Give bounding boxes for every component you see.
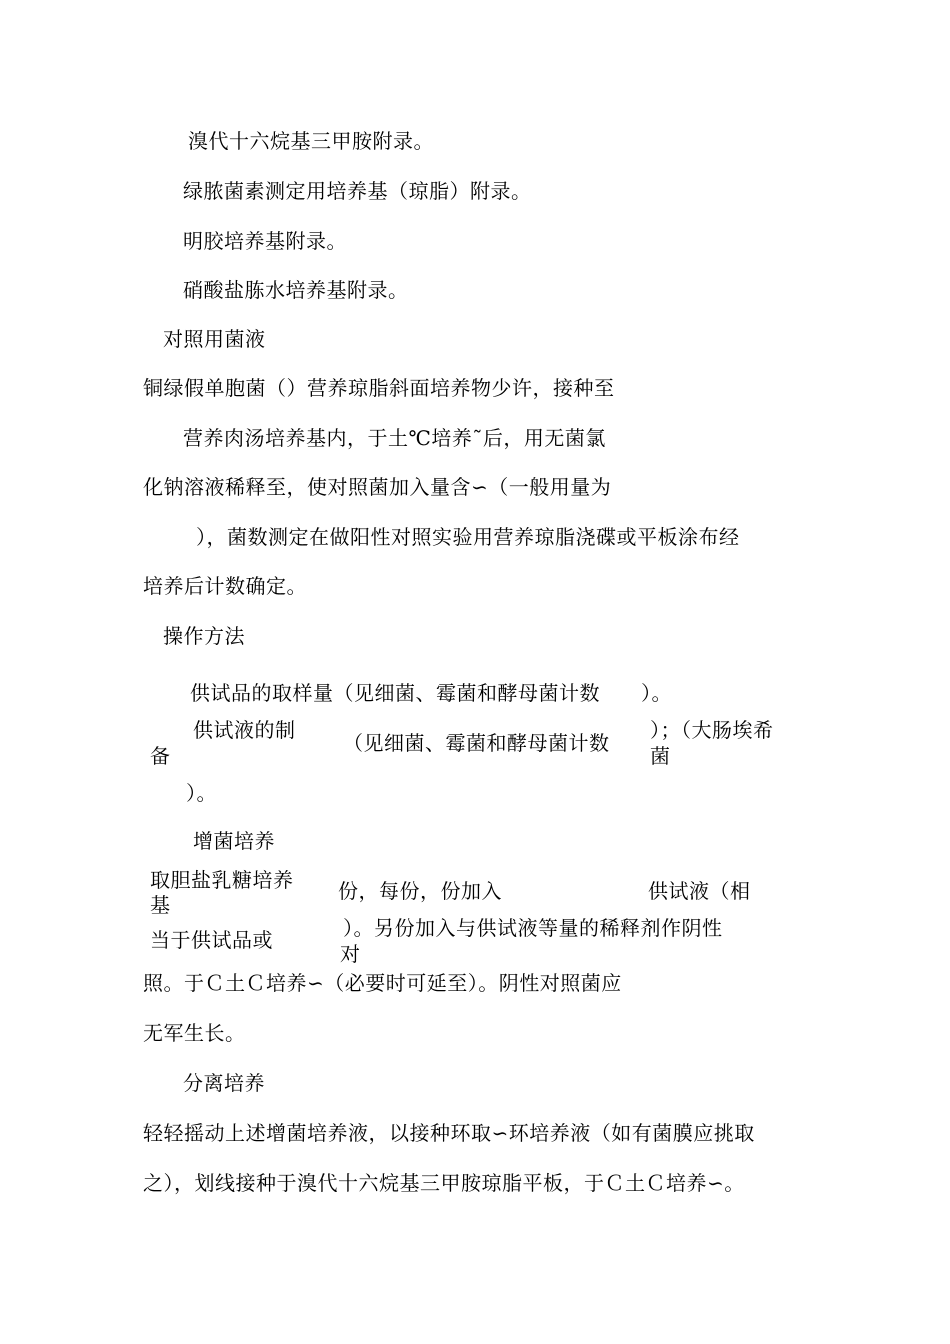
text-line-10: 培养后计数确定。: [143, 574, 307, 598]
text-line-16-part-d: 供试液（相: [648, 879, 751, 903]
text-line-16-part-c: 份，每份，份加入: [338, 879, 502, 903]
text-line-13-part-a: 供试液的制: [193, 718, 296, 742]
text-line-13-part-c: （见细菌、霉菌和酵母菌计数: [343, 731, 610, 755]
text-line-4: 硝酸盐胨水培养基附录。: [183, 278, 409, 302]
text-line-16-part-b: 基: [150, 893, 171, 917]
text-line-17-part-c: 对: [340, 942, 361, 966]
text-line-22: 之），划线接种于溴代十六烷基三甲胺琼脂平板，于Ｃ土Ｃ培养∽。: [143, 1171, 745, 1195]
text-line-19: 无军生长。: [143, 1021, 246, 1045]
text-line-2: 绿脓菌素测定用培养基（琼脂）附录。: [183, 179, 532, 203]
text-line-18: 照。于Ｃ土Ｃ培养∽（必要时可延至）。阴性对照菌应: [143, 971, 622, 995]
text-line-14: ）。: [186, 781, 217, 805]
text-line-1: 溴代十六烷基三甲胺附录。: [188, 129, 434, 153]
section-heading-operation-method: 操作方法: [163, 624, 245, 648]
section-heading-enrichment-culture: 增菌培养: [193, 829, 275, 853]
text-line-9: ），菌数测定在做阳性对照实验用营养琼脂浇碟或平板涂布经: [196, 525, 740, 549]
section-heading-isolation-culture: 分离培养: [183, 1071, 265, 1095]
text-line-16-part-a: 取胆盐乳糖培养: [150, 868, 294, 892]
text-line-13-part-b: 备: [150, 744, 171, 768]
section-heading-control-culture: 对照用菌液: [163, 327, 266, 351]
text-line-13-part-d: ）；（大肠埃希: [650, 718, 774, 742]
text-line-8: 化钠溶液稀释至，使对照菌加入量含∽（一般用量为: [143, 475, 612, 499]
text-line-12: 供试品的取样量（见细菌、霉菌和酵母菌计数 ）。: [190, 681, 672, 705]
text-line-17-part-a: 当于供试品或: [150, 928, 273, 952]
text-line-17-part-b: ）。另份加入与供试液等量的稀释剂作阴性: [343, 916, 723, 940]
text-line-6: 铜绿假单胞菌（）营养琼脂斜面培养物少许，接种至: [143, 376, 615, 400]
text-line-13-part-e: 菌: [650, 744, 671, 768]
clipped-text-fragment: [340, 942, 370, 966]
text-line-7: 营养肉汤培养基内，于土℃培养˜后，用无菌氯: [183, 426, 606, 450]
text-line-21: 轻轻摇动上述增菌培养液，以接种环取∽环培养液（如有菌膜应挑取: [143, 1121, 755, 1145]
text-line-3: 明胶培养基附录。: [183, 229, 347, 253]
